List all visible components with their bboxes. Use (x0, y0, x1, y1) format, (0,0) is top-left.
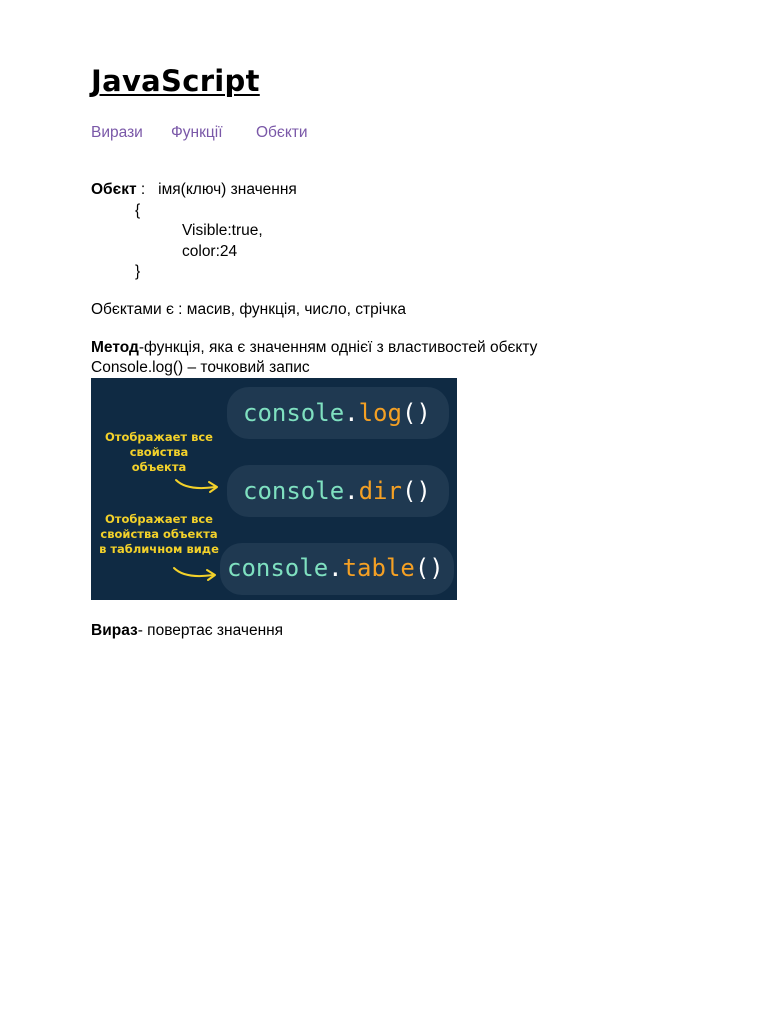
console-methods-image (91, 378, 457, 600)
code-console-dir: console.dir() (243, 477, 431, 505)
method-term: Метод (91, 339, 139, 356)
object-definition-text: імя(ключ) значення (158, 181, 297, 198)
code-console-log: console.log() (243, 399, 431, 427)
objects-list-text: Обєктами є : масив, функція, число, стрічка (91, 301, 406, 318)
nav-link-functions[interactable]: Функції (171, 124, 223, 141)
page-title: JavaScript (91, 64, 260, 98)
nav-link-objects[interactable]: Обєкти (256, 124, 308, 141)
console-note: Console.log() – точковий запис (91, 359, 310, 376)
method-definition (91, 338, 537, 358)
code-console-table: console.table() (227, 554, 444, 582)
object-close-brace: } (135, 263, 141, 280)
caption-table-properties: Отображает все свойства объекта в табличном виде (99, 512, 219, 556)
caption-all-properties: Отображает все свойства объекта (105, 430, 213, 474)
arrow-icon (171, 564, 221, 582)
object-term: Обєкт (91, 181, 137, 198)
object-property-color: color:24 (182, 243, 238, 260)
nav-link-expressions[interactable]: Вирази (91, 124, 143, 141)
object-property-visible: Visible:true, (182, 222, 263, 239)
object-colon: : (136, 181, 146, 198)
method-text: -функція, яка є значенням однієї з властивостей обєкту (138, 339, 538, 356)
arrow-icon (173, 476, 223, 494)
expression-term: Вираз (91, 622, 138, 639)
expression-text: - повертає значення (137, 622, 284, 639)
object-open-brace: { (135, 202, 141, 219)
object-definition (91, 180, 297, 200)
expression-definition (91, 621, 283, 641)
